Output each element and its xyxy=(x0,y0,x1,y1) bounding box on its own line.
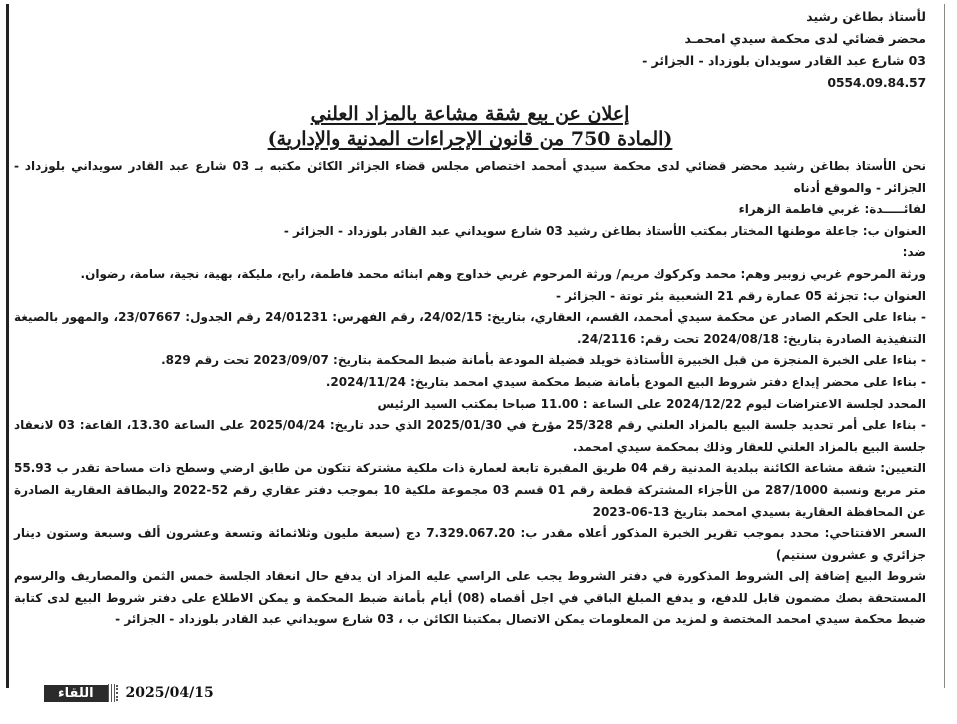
paragraph: التعيين: شقة مشاعة الكائنة ببلدية المدنية رقم 04 طريق المقبرة تابعة لعمارة ذات ملكية مشتركة تتكون من طابق ارضي وسطح ذات مساحة تقدر ب 55.93 متر مربع ونسبة 287/1000 من الأجزاء المشتركة قطعة رقم 01 قسم 03 مجموعة ملكية 10 بموجب دفتر عقاري رقم 52-2022 والبطاقة العقارية الصادرة عن المحافظة العقارية بسيدي امحمد بتاريخ 13-06-2023 xyxy=(14,461,926,519)
paragraph: ضد: xyxy=(902,245,926,260)
issuer-name: لأستاذ بطاغن رشيد xyxy=(806,9,926,24)
paragraph: شروط البيع إضافة إلى الشروط المذكورة في دفتر الشروط يجب على الراسي عليه المزاد ان يدفع حال انعقاد الجلسة خمس الثمن والمصاريف والرسوم المستحقة بصك مضمون قابل للدفع، و يدفع المبلغ الباقي في اجل أقصاه (08) أيام بأمانة ضبط المحكمة و يمكن الاطلاع على دفتر شروط البيع لدى كتابة ضبط محكمة سيدي امحمد المختصة و لمزيد من المعلومات يمكن الاتصال بمكتبنا الكائن ب ، 03 شارع سويداني عبد القادر بلوزداد - الجزائر - xyxy=(14,569,926,627)
notice-titles xyxy=(14,102,926,152)
paragraph: - بناءا على أمر تحديد جلسة البيع بالمزاد العلني رقم 25/328 مؤرخ في 2025/01/30 الذي حدد تاريخ: 2025/04/24 على الساعة 13.30، القاعة: 03 لانعقاد جلسة البيع بالمزاد العلني للعقار وذلك بمحكمة سيدي امحمد. xyxy=(14,418,926,454)
issuer-phone: 0554.09.84.57 xyxy=(827,75,926,90)
publication-footer xyxy=(40,683,222,703)
footer-divider xyxy=(108,684,116,702)
paragraph: نحن الأستاذ بطاغن رشيد محضر قضائي لدى محكمة سيدي أمحمد اختصاص مجلس قضاء الجزائر الكائن مكتبه بـ 03 شارع عبد القادر سويداني بلوزداد - الجزائر - والموقع أدناه xyxy=(14,159,926,195)
publication-date: 2025/04/15 xyxy=(116,685,222,701)
issuer-header xyxy=(14,6,926,94)
paragraph: - بناءا على محضر إيداع دفتر شروط البيع المودع بأمانة ضبط محكمة سيدي امحمد بتاريخ: 2024/11/24. xyxy=(325,374,926,389)
paragraph: السعر الافتتاحي: محدد بموجب تقرير الخبرة المذكور أعلاه مقدر ب: 7.329.067.20 دج (سبعة مليون وثلاثمائة وتسعة وعشرون ألف وسبعة وستون دينار جزائري و عشرون سنتيم) xyxy=(14,526,926,562)
paragraph: المحدد لجلسة الاعتراضات ليوم 2024/12/22 على الساعة : 11.00 صباحا بمكتب السيد الرئيس xyxy=(377,396,926,411)
issuer-role: محضر قضائي لدى محكمة سيدي امحمـد xyxy=(684,31,926,46)
issuer-address: 03 شارع عبد القادر سويدان بلوزداد - الجزائر - xyxy=(642,53,926,68)
paragraph: - بناءا على الخبرة المنجزة من قبل الخبيرة الأستاذة خويلد فضيلة المودعة بأمانة ضبط المحكمة بتاريخ: 2023/09/07 تحت رقم 829. xyxy=(161,353,926,368)
paragraph: العنوان ب: تجزئة 05 عمارة رقم 21 الشعبية بئر توتة - الجزائر - xyxy=(555,288,926,303)
notice-title: إعلان عن بيع شقة مشاعة بالمزاد العلني xyxy=(310,103,630,125)
paragraph: ورثة المرحوم غربي زوبير وهم: محمد وكركوك مريم/ ورثة المرحوم غربي خداوج وهم ابنائه محمد فاطمة، رابح، مليكة، بهية، نجية، سامة، رضوان. xyxy=(80,266,926,281)
notice-article: (المادة 750 من قانون الإجراءات المدنية والإدارية) xyxy=(267,128,673,150)
paragraph: لفائـــــدة: غربي فاطمة الزهراء xyxy=(738,202,926,217)
paragraph: العنوان ب: جاعلة موطنها المختار بمكتب الأستاذ بطاغن رشيد 03 شارع سويداني عبد القادر بلوزداد - الجزائر - xyxy=(283,223,926,238)
newspaper-name: اللقاء xyxy=(44,685,108,702)
paragraph: - بناءا على الحكم الصادر عن محكمة سيدي أمحمد، القسم، العقاري، بتاريخ: 24/02/15، رقم الفهرس: 24/01231 رقم الجدول: 23/07667، والمهور بالصيغة التنفيذية الصادرة بتاريخ: 2024/08/18 تحت رقم: 24/2116. xyxy=(14,310,927,346)
notice-body xyxy=(14,156,926,631)
legal-notice xyxy=(14,6,926,682)
